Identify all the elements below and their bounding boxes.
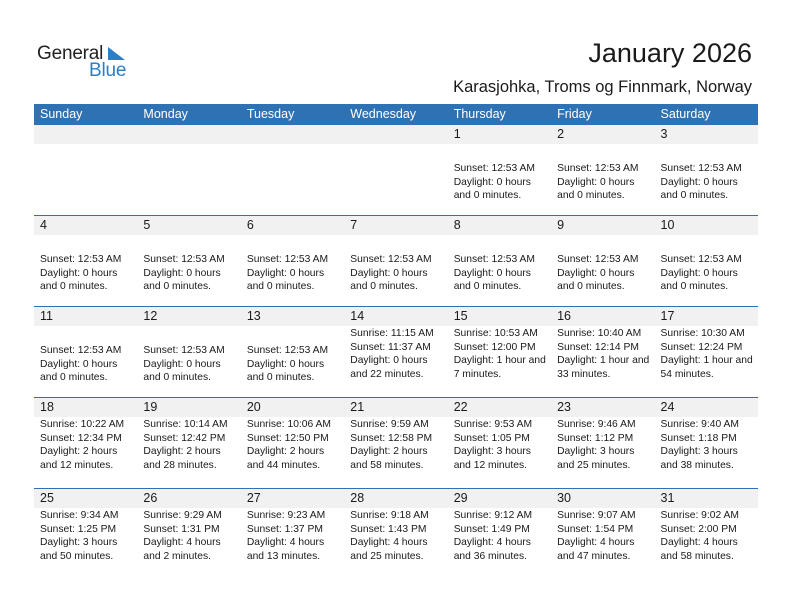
weeks-container <box>34 125 758 579</box>
day-info-line: Sunset: 2:00 PM <box>660 523 737 535</box>
day-info-line: and 0 minutes. <box>246 372 315 384</box>
day-cell <box>655 235 758 294</box>
date-number-bar <box>34 398 758 417</box>
day-info-line: Sunrise: 9:53 AM <box>453 419 533 430</box>
day-number: 27 <box>246 491 261 505</box>
week-row <box>34 306 758 397</box>
day-info-line: Sunset: 12:34 PM <box>40 432 122 444</box>
day-number: 11 <box>40 309 53 323</box>
calendar-grid <box>34 104 758 579</box>
week-row <box>34 488 758 579</box>
day-info-line: Sunrise: 10:22 AM <box>40 419 125 430</box>
week-row <box>34 125 758 215</box>
day-info-line: Daylight: 3 hours <box>453 446 531 458</box>
day-info-line: Sunset: 1:31 PM <box>143 523 220 535</box>
day-number: 18 <box>40 400 54 414</box>
week-details <box>34 508 758 563</box>
day-info-line: Sunset: 12:53 AM <box>453 163 535 174</box>
day-number: 25 <box>40 491 54 505</box>
day-cell <box>34 417 137 472</box>
day-info-line: Sunset: 12:24 PM <box>660 341 743 353</box>
day-number <box>241 125 344 144</box>
day-info-line: Sunset: 12:53 AM <box>557 254 639 265</box>
day-info-line: Sunset: 12:53 AM <box>350 254 432 265</box>
day-number: 26 <box>143 491 158 505</box>
day-info-line: Daylight: 4 hours <box>246 537 325 549</box>
weekday-thursday: Thursday <box>453 107 506 121</box>
day-cell <box>344 235 447 294</box>
day-cell <box>137 508 240 563</box>
week-row <box>34 215 758 306</box>
day-info-line: Sunrise: 9:34 AM <box>40 510 119 521</box>
day-info-line: and 50 minutes. <box>40 550 114 562</box>
day-cell <box>137 326 240 385</box>
day-info-line: Daylight: 0 hours <box>660 176 738 188</box>
day-number: 6 <box>246 218 254 232</box>
date-number-bar <box>34 489 758 508</box>
day-info-line: Sunset: 1:43 PM <box>350 523 427 535</box>
day-info-line: and 12 minutes. <box>40 459 114 471</box>
day-info-line: Daylight: 2 hours <box>40 446 118 458</box>
day-number: 4 <box>40 218 47 232</box>
day-info-line: Sunset: 12:53 AM <box>453 254 535 265</box>
day-cell <box>551 144 654 203</box>
day-number: 31 <box>660 491 675 505</box>
day-cell <box>448 326 551 385</box>
week-details <box>34 326 758 385</box>
weekday-friday: Friday <box>557 107 592 121</box>
day-info-line: Daylight: 4 hours <box>143 537 221 549</box>
day-info-line: Sunrise: 10:06 AM <box>246 419 331 430</box>
day-cell <box>344 144 447 203</box>
day-number: 2 <box>557 127 565 141</box>
day-info-line: Sunset: 12:53 AM <box>40 254 122 265</box>
day-cell <box>448 417 551 472</box>
day-number <box>344 125 447 144</box>
day-info-line: and 0 minutes. <box>660 281 729 293</box>
day-cell <box>137 235 240 294</box>
day-info-line: Sunset: 1:49 PM <box>453 523 530 535</box>
day-number: 10 <box>660 218 675 232</box>
weekday-header-row <box>34 104 758 125</box>
day-info-line: Sunset: 12:53 AM <box>246 254 329 265</box>
day-info-line: Sunset: 12:53 AM <box>660 254 742 265</box>
day-info-line: Sunset: 12:53 AM <box>40 345 122 356</box>
day-cell <box>551 326 654 385</box>
day-number: 3 <box>660 127 668 141</box>
day-number: 13 <box>246 309 261 323</box>
day-info-line: Sunrise: 9:18 AM <box>350 510 429 521</box>
weekday-monday: Monday <box>143 107 188 121</box>
day-info-line: Sunset: 12:14 PM <box>557 341 639 353</box>
day-info-line: Sunrise: 9:46 AM <box>557 419 636 430</box>
day-info-line: Sunset: 1:18 PM <box>660 432 737 444</box>
day-info-line: and 44 minutes. <box>246 459 321 471</box>
day-info-line: and 0 minutes. <box>453 190 522 202</box>
logo-text-blue: Blue <box>89 60 127 81</box>
day-info-line: Daylight: 1 hour and <box>660 355 753 367</box>
day-info-line: and 0 minutes. <box>143 281 211 293</box>
day-info-line: Sunrise: 9:59 AM <box>350 419 429 430</box>
day-number: 16 <box>557 309 572 323</box>
logo-triangle-icon <box>108 47 125 60</box>
day-info-line: Daylight: 0 hours <box>557 267 635 279</box>
day-info-line: Daylight: 0 hours <box>453 267 531 279</box>
day-number: 19 <box>143 400 158 414</box>
day-info-line: Sunrise: 11:15 AM <box>350 328 434 339</box>
day-info-line: and 38 minutes. <box>660 459 734 471</box>
day-info-line: Daylight: 4 hours <box>557 537 635 549</box>
day-number: 14 <box>350 309 365 323</box>
day-info-line: Daylight: 0 hours <box>660 267 738 279</box>
day-info-line: and 0 minutes. <box>350 281 418 293</box>
day-info-line: Sunset: 12:50 PM <box>246 432 329 444</box>
day-cell <box>344 508 447 563</box>
day-cell <box>655 417 758 472</box>
day-info-line: Sunset: 12:53 AM <box>143 345 225 356</box>
day-info-line: Daylight: 4 hours <box>660 537 738 549</box>
day-info-line: Daylight: 4 hours <box>453 537 531 549</box>
day-cell <box>448 144 551 203</box>
day-info-line: Sunset: 12:42 PM <box>143 432 226 444</box>
day-info-line: 33 minutes. <box>557 368 611 380</box>
day-number: 21 <box>350 400 365 414</box>
day-info-line: Sunrise: 9:12 AM <box>453 510 533 521</box>
weekday-sunday: Sunday <box>40 107 83 121</box>
logo-text-general: General <box>37 43 104 64</box>
day-number: 15 <box>453 309 468 323</box>
day-cell <box>448 508 551 563</box>
day-cell <box>241 508 344 563</box>
day-info-line: Sunset: 1:25 PM <box>40 523 117 535</box>
day-number: 29 <box>453 491 468 505</box>
day-info-line: and 25 minutes. <box>557 459 631 471</box>
day-info-line: Sunset: 12:53 AM <box>660 163 742 174</box>
day-info-line: Daylight: 4 hours <box>350 537 428 549</box>
day-info-line: and 0 minutes. <box>557 190 625 202</box>
day-cell <box>34 144 137 203</box>
day-cell <box>655 326 758 385</box>
day-info-line: and 12 minutes. <box>453 459 527 471</box>
day-info-line: Daylight: 0 hours <box>40 358 118 370</box>
day-number: 23 <box>557 400 572 414</box>
day-info-line: and 0 minutes. <box>143 372 211 384</box>
day-info-line: Daylight: 2 hours <box>350 446 428 458</box>
weekday-saturday: Saturday <box>660 107 711 121</box>
day-info-line: Sunrise: 9:40 AM <box>660 419 739 430</box>
day-number: 20 <box>246 400 261 414</box>
day-number: 28 <box>350 491 365 505</box>
month-title: January 2026 <box>588 38 752 68</box>
day-cell <box>344 326 447 385</box>
day-number: 8 <box>453 218 461 232</box>
day-info-line: and 58 minutes. <box>350 459 424 471</box>
day-info-line: and 0 minutes. <box>453 281 522 293</box>
day-info-line: and 28 minutes. <box>143 459 217 471</box>
day-info-line: Sunset: 12:53 AM <box>557 163 639 174</box>
day-info-line: and 0 minutes. <box>40 372 108 384</box>
day-number: 22 <box>453 400 468 414</box>
day-info-line: Daylight: 0 hours <box>143 358 221 370</box>
date-number-bar <box>34 216 758 235</box>
day-info-line: Sunset: 12:00 PM <box>453 341 536 353</box>
day-cell <box>241 326 344 385</box>
day-info-line: and 47 minutes. <box>557 550 631 562</box>
day-number: 9 <box>557 218 565 232</box>
day-info-line: and 0 minutes. <box>246 281 315 293</box>
day-cell <box>137 144 240 203</box>
day-number <box>137 125 240 144</box>
day-info-line: Daylight: 0 hours <box>143 267 221 279</box>
day-info-line: and 0 minutes. <box>557 281 625 293</box>
day-info-line: Sunrise: 9:29 AM <box>143 510 222 521</box>
day-info-line: Sunrise: 9:07 AM <box>557 510 636 521</box>
day-number: 24 <box>660 400 675 414</box>
day-info-line: Daylight: 0 hours <box>40 267 118 279</box>
day-info-line: and 58 minutes. <box>660 550 734 562</box>
day-info-line: Daylight: 2 hours <box>143 446 221 458</box>
day-info-line: Daylight: 3 hours <box>557 446 635 458</box>
day-cell <box>655 508 758 563</box>
day-info-line: and 13 minutes. <box>246 550 321 562</box>
day-info-line: Sunrise: 9:02 AM <box>660 510 739 521</box>
day-info-line: Sunrise: 10:30 AM <box>660 328 745 339</box>
day-cell <box>137 417 240 472</box>
day-info-line: Daylight: 0 hours <box>453 176 531 188</box>
week-details <box>34 417 758 472</box>
day-cell <box>551 235 654 294</box>
day-cell <box>34 326 137 385</box>
day-info-line: Sunrise: 10:14 AM <box>143 419 228 430</box>
day-info-line: Daylight: 2 hours <box>246 446 325 458</box>
day-cell <box>551 508 654 563</box>
day-number <box>34 125 137 144</box>
day-cell <box>34 508 137 563</box>
day-info-line: Daylight: 3 hours <box>40 537 118 549</box>
day-info-line: Sunset: 12:58 PM <box>350 432 433 444</box>
day-info-line: and 25 minutes. <box>350 550 424 562</box>
day-info-line: and 36 minutes. <box>453 550 527 562</box>
day-info-line: Daylight: 0 hours <box>557 176 635 188</box>
day-cell <box>655 144 758 203</box>
day-cell <box>241 235 344 294</box>
day-cell <box>241 417 344 472</box>
day-info-line: Daylight: 3 hours <box>660 446 738 458</box>
day-info-line: Sunset: 1:54 PM <box>557 523 634 535</box>
day-cell <box>344 417 447 472</box>
day-info-line: and 2 minutes. <box>143 550 211 562</box>
day-info-line: Sunset: 12:53 AM <box>143 254 225 265</box>
day-number: 7 <box>350 218 358 232</box>
day-info-line: Daylight: 0 hours <box>246 267 325 279</box>
location-subtitle: Karasjohka, Troms og Finnmark, Norway <box>453 78 752 96</box>
day-info-line: Daylight: 0 hours <box>350 267 428 279</box>
week-details <box>34 235 758 294</box>
day-info-line: and 22 minutes. <box>350 368 424 380</box>
day-info-line: 7 minutes. <box>453 368 502 380</box>
day-info-line: and 0 minutes. <box>40 281 108 293</box>
day-number: 1 <box>453 127 461 141</box>
week-row <box>34 397 758 488</box>
date-number-bar <box>34 307 758 326</box>
day-cell <box>241 144 344 203</box>
weekday-wednesday: Wednesday <box>350 107 417 121</box>
day-info-line: Sunset: 11:37 AM <box>350 341 431 353</box>
day-number: 30 <box>557 491 572 505</box>
day-info-line: Daylight: 1 hour and <box>453 355 546 367</box>
weekday-tuesday: Tuesday <box>246 107 295 121</box>
day-info-line: 54 minutes. <box>660 368 714 380</box>
day-info-line: and 0 minutes. <box>660 190 729 202</box>
day-number: 17 <box>660 309 675 323</box>
day-info-line: Sunrise: 10:40 AM <box>557 328 642 339</box>
day-info-line: Daylight: 0 hours <box>350 355 428 367</box>
day-cell <box>551 417 654 472</box>
day-info-line: Daylight: 0 hours <box>246 358 325 370</box>
day-cell <box>448 235 551 294</box>
day-number: 12 <box>143 309 158 323</box>
day-info-line: Sunset: 1:12 PM <box>557 432 634 444</box>
day-info-line: Daylight: 1 hour and <box>557 355 650 367</box>
day-number: 5 <box>143 218 151 232</box>
generalblue-logo <box>37 43 137 83</box>
day-info-line: Sunrise: 10:53 AM <box>453 328 538 339</box>
day-info-line: Sunset: 1:05 PM <box>453 432 530 444</box>
day-info-line: Sunset: 1:37 PM <box>246 523 323 535</box>
day-info-line: Sunset: 12:53 AM <box>246 345 329 356</box>
date-number-bar <box>34 125 758 144</box>
day-cell <box>34 235 137 294</box>
day-info-line: Sunrise: 9:23 AM <box>246 510 326 521</box>
week-details <box>34 144 758 203</box>
